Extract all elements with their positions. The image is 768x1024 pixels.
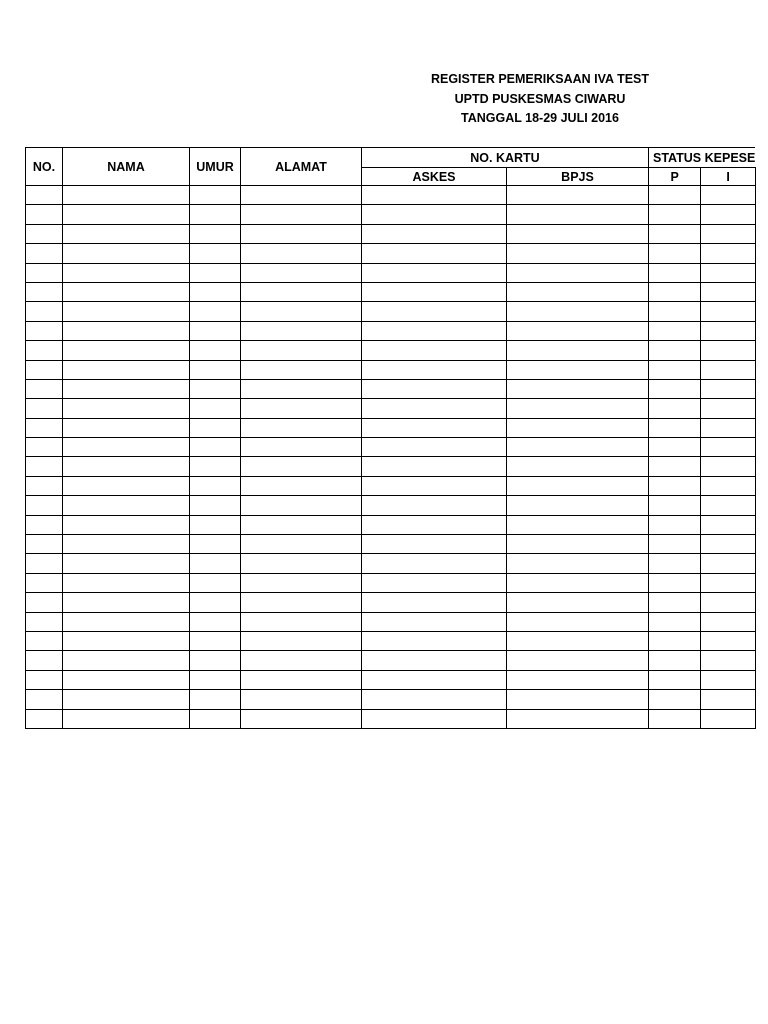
cell-askes: [362, 321, 507, 340]
table-row: [26, 535, 756, 554]
cell-i: [701, 670, 756, 689]
cell-nama: [63, 476, 190, 495]
cell-umur: [190, 360, 241, 379]
cell-askes: [362, 341, 507, 360]
cell-p: [649, 399, 701, 418]
cell-i: [701, 631, 756, 650]
cell-alamat: [241, 690, 362, 709]
cell-no: [26, 360, 63, 379]
register-table: [25, 147, 756, 729]
cell-umur: [190, 515, 241, 534]
cell-bpjs: [507, 651, 649, 670]
table-row: [26, 515, 756, 534]
cell-i: [701, 360, 756, 379]
cell-alamat: [241, 379, 362, 398]
cell-bpjs: [507, 457, 649, 476]
cell-nama: [63, 341, 190, 360]
table-row: [26, 186, 756, 205]
cell-bpjs: [507, 593, 649, 612]
cell-umur: [190, 496, 241, 515]
cell-nama: [63, 554, 190, 573]
cell-p: [649, 690, 701, 709]
cell-nama: [63, 457, 190, 476]
cell-no: [26, 496, 63, 515]
cell-p: [649, 457, 701, 476]
cell-alamat: [241, 476, 362, 495]
cell-alamat: [241, 573, 362, 592]
cell-alamat: [241, 496, 362, 515]
table-row: [26, 360, 756, 379]
col-header-no: NO.: [26, 148, 63, 186]
cell-nama: [63, 651, 190, 670]
col-header-bpjs: BPJS: [507, 168, 649, 186]
col-header-p: P: [649, 168, 701, 186]
table-row: [26, 321, 756, 340]
cell-p: [649, 224, 701, 243]
cell-nama: [63, 302, 190, 321]
cell-umur: [190, 244, 241, 263]
cell-i: [701, 186, 756, 205]
header-facility: UPTD PUSKESMAS CIWARU: [454, 91, 626, 106]
table-row: [26, 341, 756, 360]
document-header: [358, 70, 722, 129]
cell-nama: [63, 379, 190, 398]
cell-askes: [362, 418, 507, 437]
cell-p: [649, 515, 701, 534]
cell-nama: [63, 205, 190, 224]
cell-no: [26, 612, 63, 631]
cell-umur: [190, 399, 241, 418]
cell-p: [649, 438, 701, 457]
cell-p: [649, 263, 701, 282]
cell-i: [701, 457, 756, 476]
cell-no: [26, 263, 63, 282]
cell-no: [26, 438, 63, 457]
cell-no: [26, 244, 63, 263]
cell-umur: [190, 341, 241, 360]
cell-p: [649, 573, 701, 592]
cell-no: [26, 321, 63, 340]
cell-askes: [362, 670, 507, 689]
cell-askes: [362, 651, 507, 670]
cell-p: [649, 651, 701, 670]
cell-no: [26, 476, 63, 495]
cell-no: [26, 554, 63, 573]
cell-bpjs: [507, 399, 649, 418]
cell-askes: [362, 205, 507, 224]
cell-nama: [63, 573, 190, 592]
cell-alamat: [241, 438, 362, 457]
cell-umur: [190, 321, 241, 340]
cell-i: [701, 496, 756, 515]
cell-i: [701, 302, 756, 321]
header-date: TANGGAL 18-29 JULI 2016: [461, 111, 619, 125]
cell-askes: [362, 535, 507, 554]
cell-askes: [362, 593, 507, 612]
cell-p: [649, 341, 701, 360]
cell-nama: [63, 418, 190, 437]
cell-askes: [362, 244, 507, 263]
cell-alamat: [241, 302, 362, 321]
col-header-nama: NAMA: [63, 148, 190, 186]
cell-nama: [63, 612, 190, 631]
cell-p: [649, 554, 701, 573]
cell-i: [701, 709, 756, 728]
cell-umur: [190, 205, 241, 224]
cell-bpjs: [507, 360, 649, 379]
table-row: [26, 496, 756, 515]
cell-umur: [190, 457, 241, 476]
cell-askes: [362, 554, 507, 573]
table-row: [26, 379, 756, 398]
cell-p: [649, 535, 701, 554]
table-row: [26, 399, 756, 418]
cell-p: [649, 379, 701, 398]
table-row: [26, 438, 756, 457]
cell-bpjs: [507, 670, 649, 689]
cell-p: [649, 244, 701, 263]
cell-i: [701, 263, 756, 282]
header-title: REGISTER PEMERIKSAAN IVA TEST: [430, 72, 650, 86]
cell-bpjs: [507, 476, 649, 495]
cell-alamat: [241, 612, 362, 631]
cell-i: [701, 554, 756, 573]
cell-nama: [63, 224, 190, 243]
table-row: [26, 224, 756, 243]
cell-no: [26, 282, 63, 301]
register-body: [26, 186, 756, 729]
group-header-no-kartu: NO. KARTU: [362, 148, 649, 168]
cell-no: [26, 341, 63, 360]
cell-bpjs: [507, 535, 649, 554]
cell-alamat: [241, 709, 362, 728]
cell-alamat: [241, 282, 362, 301]
cell-no: [26, 690, 63, 709]
cell-umur: [190, 379, 241, 398]
cell-p: [649, 670, 701, 689]
cell-umur: [190, 186, 241, 205]
table-row: [26, 205, 756, 224]
cell-nama: [63, 690, 190, 709]
cell-p: [649, 593, 701, 612]
cell-askes: [362, 360, 507, 379]
cell-bpjs: [507, 631, 649, 650]
cell-i: [701, 418, 756, 437]
cell-alamat: [241, 651, 362, 670]
cell-askes: [362, 709, 507, 728]
cell-askes: [362, 302, 507, 321]
cell-p: [649, 496, 701, 515]
cell-umur: [190, 263, 241, 282]
cell-alamat: [241, 554, 362, 573]
table-row: [26, 457, 756, 476]
cell-i: [701, 341, 756, 360]
cell-bpjs: [507, 438, 649, 457]
cell-umur: [190, 535, 241, 554]
cell-askes: [362, 612, 507, 631]
cell-i: [701, 651, 756, 670]
cell-nama: [63, 535, 190, 554]
cell-bpjs: [507, 321, 649, 340]
cell-i: [701, 593, 756, 612]
cell-askes: [362, 379, 507, 398]
cell-i: [701, 690, 756, 709]
cell-askes: [362, 438, 507, 457]
cell-i: [701, 379, 756, 398]
table-row: [26, 651, 756, 670]
cell-no: [26, 224, 63, 243]
cell-alamat: [241, 321, 362, 340]
cell-nama: [63, 438, 190, 457]
cell-no: [26, 593, 63, 612]
cell-no: [26, 651, 63, 670]
cell-i: [701, 573, 756, 592]
cell-bpjs: [507, 690, 649, 709]
cell-nama: [63, 282, 190, 301]
cell-alamat: [241, 535, 362, 554]
table-row: [26, 263, 756, 282]
cell-p: [649, 418, 701, 437]
cell-askes: [362, 399, 507, 418]
table-row: [26, 244, 756, 263]
cell-bpjs: [507, 496, 649, 515]
cell-umur: [190, 418, 241, 437]
cell-p: [649, 302, 701, 321]
cell-i: [701, 321, 756, 340]
cell-umur: [190, 476, 241, 495]
cell-no: [26, 379, 63, 398]
cell-alamat: [241, 515, 362, 534]
cell-nama: [63, 515, 190, 534]
cell-bpjs: [507, 515, 649, 534]
cell-umur: [190, 573, 241, 592]
cell-umur: [190, 631, 241, 650]
cell-p: [649, 476, 701, 495]
table-row: [26, 302, 756, 321]
cell-umur: [190, 224, 241, 243]
table-row: [26, 573, 756, 592]
cell-i: [701, 224, 756, 243]
table-row: [26, 418, 756, 437]
cell-askes: [362, 224, 507, 243]
group-header-status: STATUS KEPESE: [649, 148, 756, 168]
cell-alamat: [241, 186, 362, 205]
cell-bpjs: [507, 709, 649, 728]
cell-nama: [63, 263, 190, 282]
cell-bpjs: [507, 302, 649, 321]
cell-no: [26, 670, 63, 689]
cell-bpjs: [507, 379, 649, 398]
cell-p: [649, 709, 701, 728]
cell-alamat: [241, 670, 362, 689]
col-header-umur: UMUR: [190, 148, 241, 186]
cell-alamat: [241, 360, 362, 379]
cell-askes: [362, 263, 507, 282]
cell-alamat: [241, 341, 362, 360]
table-row: [26, 612, 756, 631]
table-row: [26, 631, 756, 650]
table-row: [26, 476, 756, 495]
cell-no: [26, 631, 63, 650]
cell-nama: [63, 186, 190, 205]
cell-alamat: [241, 631, 362, 650]
cell-no: [26, 535, 63, 554]
cell-no: [26, 515, 63, 534]
cell-p: [649, 186, 701, 205]
cell-bpjs: [507, 282, 649, 301]
cell-no: [26, 399, 63, 418]
cell-nama: [63, 399, 190, 418]
cell-bpjs: [507, 612, 649, 631]
table-row: [26, 670, 756, 689]
cell-umur: [190, 302, 241, 321]
cell-no: [26, 573, 63, 592]
cell-askes: [362, 186, 507, 205]
cell-i: [701, 476, 756, 495]
cell-askes: [362, 631, 507, 650]
cell-p: [649, 631, 701, 650]
cell-umur: [190, 282, 241, 301]
cell-nama: [63, 593, 190, 612]
cell-i: [701, 438, 756, 457]
cell-askes: [362, 573, 507, 592]
cell-askes: [362, 690, 507, 709]
table-row: [26, 282, 756, 301]
cell-no: [26, 302, 63, 321]
cell-bpjs: [507, 418, 649, 437]
cell-i: [701, 535, 756, 554]
cell-askes: [362, 282, 507, 301]
cell-nama: [63, 496, 190, 515]
cell-alamat: [241, 244, 362, 263]
col-header-askes: ASKES: [362, 168, 507, 186]
cell-bpjs: [507, 341, 649, 360]
cell-umur: [190, 612, 241, 631]
cell-alamat: [241, 263, 362, 282]
cell-bpjs: [507, 573, 649, 592]
cell-p: [649, 360, 701, 379]
table-row: [26, 709, 756, 728]
cell-umur: [190, 438, 241, 457]
table-row: [26, 690, 756, 709]
table-row: [26, 593, 756, 612]
cell-nama: [63, 360, 190, 379]
cell-alamat: [241, 205, 362, 224]
cell-i: [701, 282, 756, 301]
cell-askes: [362, 476, 507, 495]
cell-umur: [190, 593, 241, 612]
cell-bpjs: [507, 205, 649, 224]
cell-bpjs: [507, 244, 649, 263]
cell-i: [701, 399, 756, 418]
cell-bpjs: [507, 224, 649, 243]
col-header-alamat: ALAMAT: [241, 148, 362, 186]
cell-alamat: [241, 418, 362, 437]
cell-alamat: [241, 224, 362, 243]
cell-i: [701, 205, 756, 224]
cell-p: [649, 282, 701, 301]
cell-askes: [362, 457, 507, 476]
cell-no: [26, 457, 63, 476]
cell-i: [701, 612, 756, 631]
cell-i: [701, 515, 756, 534]
cell-nama: [63, 709, 190, 728]
cell-nama: [63, 321, 190, 340]
cell-bpjs: [507, 263, 649, 282]
cell-p: [649, 321, 701, 340]
cell-p: [649, 205, 701, 224]
cell-askes: [362, 496, 507, 515]
cell-nama: [63, 631, 190, 650]
cell-alamat: [241, 593, 362, 612]
cell-no: [26, 205, 63, 224]
cell-umur: [190, 690, 241, 709]
cell-umur: [190, 554, 241, 573]
cell-alamat: [241, 399, 362, 418]
cell-bpjs: [507, 186, 649, 205]
col-header-i: I: [701, 168, 756, 186]
cell-umur: [190, 651, 241, 670]
table-row: [26, 554, 756, 573]
cell-nama: [63, 244, 190, 263]
cell-no: [26, 186, 63, 205]
cell-no: [26, 418, 63, 437]
cell-no: [26, 709, 63, 728]
cell-umur: [190, 709, 241, 728]
cell-askes: [362, 515, 507, 534]
cell-i: [701, 244, 756, 263]
cell-bpjs: [507, 554, 649, 573]
cell-umur: [190, 670, 241, 689]
cell-p: [649, 612, 701, 631]
cell-nama: [63, 670, 190, 689]
cell-alamat: [241, 457, 362, 476]
